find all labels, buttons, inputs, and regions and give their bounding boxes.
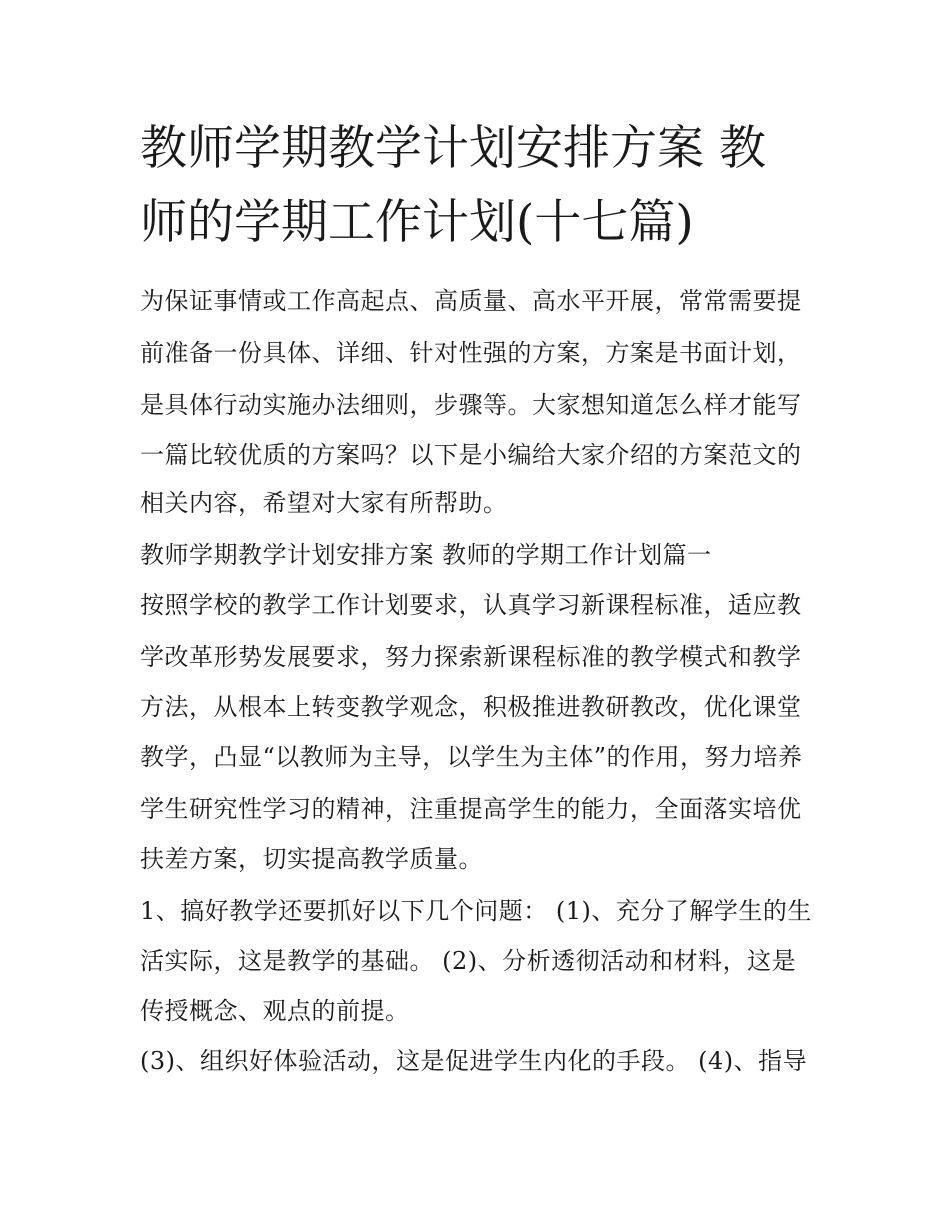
paragraph-line: 方法，从根本上转变教学观念，积极推进教研教改，优化课堂 bbox=[140, 693, 802, 721]
paragraph-line: 传授概念、观点的前提。 bbox=[140, 997, 410, 1025]
paragraph-line: 1、搞好教学还要抓好以下几个问题： (1)、充分了解学生的生 bbox=[140, 897, 812, 925]
paragraph-line: 学生研究性学习的精神，注重提高学生的能力，全面落实培优 bbox=[140, 795, 802, 823]
paragraph-line: 为保证事情或工作高起点、高质量、高水平开展，常常需要提 bbox=[140, 287, 802, 315]
document-title bbox=[140, 112, 820, 260]
paragraph-line: 是具体行动实施办法细则，步骤等。大家想知道怎么样才能写 bbox=[140, 391, 802, 419]
title-line: 教师学期教学计划安排方案 教 bbox=[140, 121, 766, 176]
section-heading: 教师学期教学计划安排方案 教师的学期工作计划篇一 bbox=[140, 541, 712, 569]
paragraph-line: 教学，凸显“以教师为主导，以学生为主体”的作用，努力培养 bbox=[140, 743, 803, 771]
paragraph-line: 扶差方案，切实提高教学质量。 bbox=[140, 845, 483, 873]
paragraph-line: 前准备一份具体、详细、针对性强的方案，方案是书面计划， bbox=[140, 339, 802, 367]
paragraph-line: 学改革形势发展要求，努力探索新课程标准的教学模式和教学 bbox=[140, 643, 802, 671]
paragraph-line: 活实际，这是教学的基础。 (2)、分析透彻活动和材料，这是 bbox=[140, 947, 797, 975]
paragraph-line: 一篇比较优质的方案吗？以下是小编给大家介绍的方案范文的 bbox=[140, 441, 802, 469]
paragraph-line: 按照学校的教学工作计划要求，认真学习新课程标准，适应教 bbox=[140, 591, 802, 619]
title-line: 师的学期工作计划(十七篇) bbox=[140, 195, 694, 250]
paragraph-line: 相关内容，希望对大家有所帮助。 bbox=[140, 489, 508, 517]
paragraph-line: (3)、组织好体验活动，这是促进学生内化的手段。 (4)、指导 bbox=[140, 1047, 808, 1075]
